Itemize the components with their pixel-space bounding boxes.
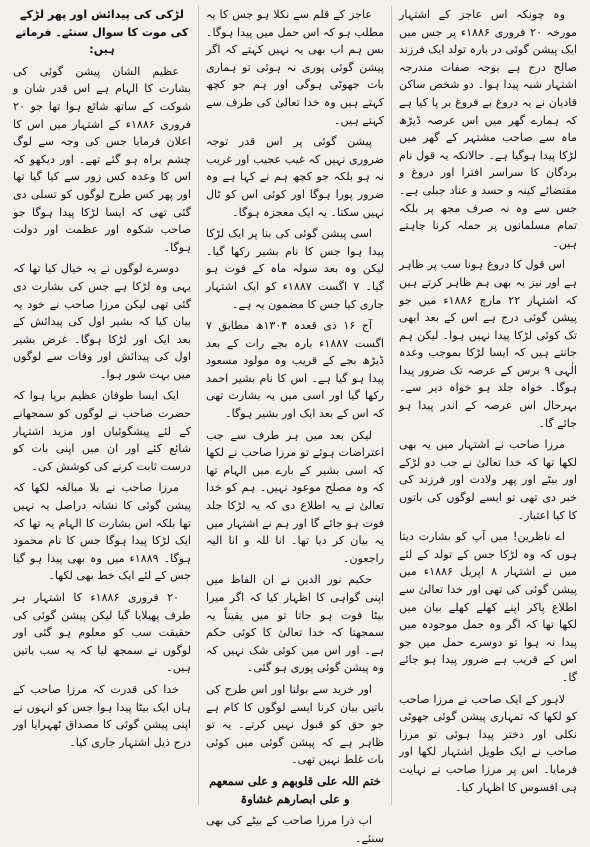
paragraph: ایک ایسا طوفان عظیم برپا ہوا کہ حضرت صاحب نے لوگوں کو سمجھانے کے لئے پیشگوئیاں اور مزید اشتہار شائع کئے اور ان میں اپنی بات کو درست ثابت کرنے کی کوشش کی۔ <box>13 389 191 473</box>
paragraph: اسی پیشن گوئی کی بنا پر ایک لڑکا پیدا ہوا جس کا نام بشیر رکھا گیا۔ لیکن وہ بعد سولہ ماہ کے فوت ہو گیا۔ ۷ اگست ۱۸۸۷ء کو ایک اشتہار جاری کیا جس کا مضمون یہ ہے۔ <box>206 227 384 311</box>
text-column-right <box>392 6 584 805</box>
paragraph: مرزا صاحب نے بلا مبالغہ لکھا کہ پیشن گوئی کا نشانہ دراصل یہ نہیں تھا بلکہ اس بشارت کا الہام یہ تھا کہ ایک لڑکا پیدا ہوگا جس کا نام محمود ہوگا۔ ۱۸۸۹ء میں وہ بھی پیدا ہو گیا جس کے لئے ایک خط بھی لکھا۔ <box>13 481 192 583</box>
arabic-verse: ختم اللہ علی قلوبھم و علی سمعھم و علی ابصارھم غشاوۃ <box>209 773 381 806</box>
paragraph: لیکن بعد میں ہر طرف سے جب اعتراضات ہوئے تو مرزا صاحب نے لکھا کہ اسی بشیر کے بارے میں الہام تھا کہ وہ مصلح موعود نہیں۔ ہم کو خدا تعالیٰ نے یہ اطلاع دی کہ یہ لڑکا جلد فوت ہو جائے گا اور ہم نے اشتہار میں یہ بیان کر دیا تھا۔ انا للہ و انا الیہ راجعون۔ <box>206 428 384 565</box>
paragraph: مرزا صاحب نے اشتہار میں یہ بھی لکھا تھا کہ خدا تعالیٰ نے جب دو لڑکے اور بیٹے اور پھر ولادت اور فرزند کی خبر دی تھی تو ایسے لوگوں کی باتوں کا کیا اعتبار۔ <box>399 438 577 522</box>
paragraph: وہ چونکہ اس عاجز کے اشتہار مورخہ ۲۰ فروری ۱۸۸۶ء پر جس میں ایک پیشن گوئی در بارہ تولد ایک فرزند صالح درج ہے بوجہ صفات مندرجہ اشتہار شبہ پیدا ہوا۔ دو شخص ساکن قادیان نے یہ دروغ بے فروغ بر پا کیا ہے کہ ہمارے گھر میں اس عرصہ ڈیڑھ ماہ سے صاحب مشتہر کے گھر میں لڑکا پیدا ہوگیا ہے۔ حالانکہ یہ قول نام بردگان کا سراسر افترا اور دروغ و مقتضائے کینہ و حسد و عناد جبلی ہے۔ جس سے وہ نہ صرف مجھ پر بلکہ تمام مسلمانوں پر حملہ کرنا چاہتے ہیں۔ <box>399 8 577 250</box>
paragraph: عاجز کے قلم سے نکلا ہو جس کا یہ مطلب ہو کہ اس حمل میں پیدا ہوگا۔ بس ہم اب بھی یہ نہیں کہتے کہ اگر پیشن گوئی پوری نہ ہوئی تو ہماری بات جھوٹی ہوگی اور ہم جو کچھ کہتے ہیں وہ خدا تعالیٰ کی طرف سے کہتے ہیں۔ <box>206 8 384 127</box>
paragraph: اور خرید سے بولنا اور اس طرح کی باتیں بیان کرنا ایسے لوگوں کا کام ہے جو حق کو قبول نہیں کرتے۔ یہ تو ظاہر ہے کہ پیشن گوئی میں کوئی بات غلط نہیں تھی۔ <box>206 682 384 767</box>
paragraph: حکیم نور الدین نے ان الفاظ میں اپنی گواہی کا اظہار کیا کہ اگر میرا بیٹا فوت ہو جاتا تو میں یقیناً یہ سمجھتا کہ خدا تعالیٰ کا کوئی حکم ہے۔ اور اس میں کوئی شک نہیں کہ وہ پیشن گوئی پوری ہو گئی۔ <box>206 573 384 675</box>
paragraph: پیشن گوئی پر اس قدر توجہ ضروری نہیں کہ غیب عجیب اور غریب نہ ہو بلکہ جو کچھ ہم نے کہا ہے وہ ضرور پورا ہوگا اور کوئی اس کو ٹال نہیں سکتا۔ یہ ایک معجزہ ہوگا۔ <box>206 135 384 219</box>
paragraph: اب ذرا مرزا صاحب کے بیٹے کی بھی سنئے۔ <box>206 814 384 845</box>
paragraph: عظیم الشان پیشن گوئی کی بشارت کا الہام ہے اس قدر شان و شوکت کے ساتھ شائع ہوا تھا جو ۲۰ فروری ۱۸۸۶ء کے اشتہار میں اس کا اعلان فرمایا جس کی وجہ سے لوگ چشم براہ ہو گئے تھے۔ اور دیکھو کہ اس کا وعدہ کس زور سے کیا گیا تھا اور پھر کس طرح لوگوں کو تسلی دی گئی تھی کہ ایسا لڑکا پیدا ہوگا جو صاحب شکوہ اور عظمت اور دولت ہوگا۔ <box>13 64 191 254</box>
paragraph: اے ناظرین! میں آپ کو بشارت دیتا ہوں کہ وہ لڑکا جس کے تولد کے لئے میں نے اشتہار ۸ اپریل ۱۸۸۶ء میں پیشن گوئی کی تھی اور خدا تعالیٰ سے اطلاع پاکر اپنے کھلے کھلے بیان میں لکھا تھا کہ اگر وہ حمل موجودہ میں پیدا نہ ہوا تو دوسرے حمل میں جو اس کے قریب ہے ضرور پیدا ہو جائے گا۔ <box>399 530 577 684</box>
paragraph: اس قول کا دروغ ہونا سب پر ظاہر ہے اور نیز یہ بھی ہم ظاہر کرتے ہیں کہ اشتہار ۲۲ مارچ ۱۸۸۶ء میں جو پیشن گوئی درج ہے اس کے بعد ابھی تک کوئی لڑکا پیدا نہیں ہوا۔ لیکن ہم جانتے ہیں کہ ایسا لڑکا بموجب وعدہ الٰہی ۹ برس کے عرصہ تک ضرور پیدا ہوگا۔ خواہ جلد ہو خواہ دیر سے۔ بہرحال اس عرصہ کے اندر پیدا ہو جائے گا۔ <box>399 258 577 430</box>
paragraph: دوسرے لوگوں نے یہ خیال کیا تھا کہ یہی وہ لڑکا ہے جس کی بشارت دی گئی تھی لیکن مرزا صاحب نے خود یہ بیان کیا کہ بشیر اول کی پیدائش کے بعد ایک اور لڑکا ہوگا۔ غرض بشیر اول کی پیدائش اور وفات سے لوگوں میں بہت شور ہوا۔ <box>13 262 191 381</box>
paragraph: خدا کی قدرت کہ مرزا صاحب کے ہاں ایک بیٹا پیدا ہوا جس کو انہوں نے اپنی پیشن گوئی کا مصداق ٹھہرایا اور درج ذیل اشتہار جاری کیا۔ <box>13 682 191 749</box>
section-heading: لڑکی کی پیدائش اور پھر لڑکے کی موت کا سوال سنئے۔ فرماتے ہیں: <box>15 8 189 57</box>
text-column-middle <box>199 6 392 845</box>
paragraph: آج ۱۶ ذی قعدہ ۱۳۰۴ھ مطابق ۷ اگست ۱۸۸۷ء بارہ بجے رات کے بعد ڈیڑھ بجے کے قریب وہ مولود مسعود پیدا ہو گیا ہے۔ اس کا نام بشیر احمد رکھا گیا اور اسی میں یہ بشارت تھی کہ اس کے بعد ایک اور بشیر ہوگا۔ <box>206 319 384 421</box>
paragraph: لاہور کے ایک صاحب نے مرزا صاحب کو لکھا کہ تمہاری پیشن گوئی جھوٹی نکلی اور دختر پیدا ہوئی تو مرزا صاحب نے ایک طویل اشتہار لکھا اور فرمایا۔ اس پر مرزا صاحب نے نہایت ہی افسوس کا اظہار کیا۔ <box>399 692 577 794</box>
text-column-left <box>6 6 199 805</box>
paragraph: ۲۰ فروری ۱۸۸۶ء کا اشتہار ہر طرف پھیلایا گیا لیکن پیشن گوئی کی حقیقت سب کو معلوم ہو گئی اور لوگوں نے سمجھ لیا کہ یہ سب باتیں ہیں۔ <box>13 591 191 675</box>
